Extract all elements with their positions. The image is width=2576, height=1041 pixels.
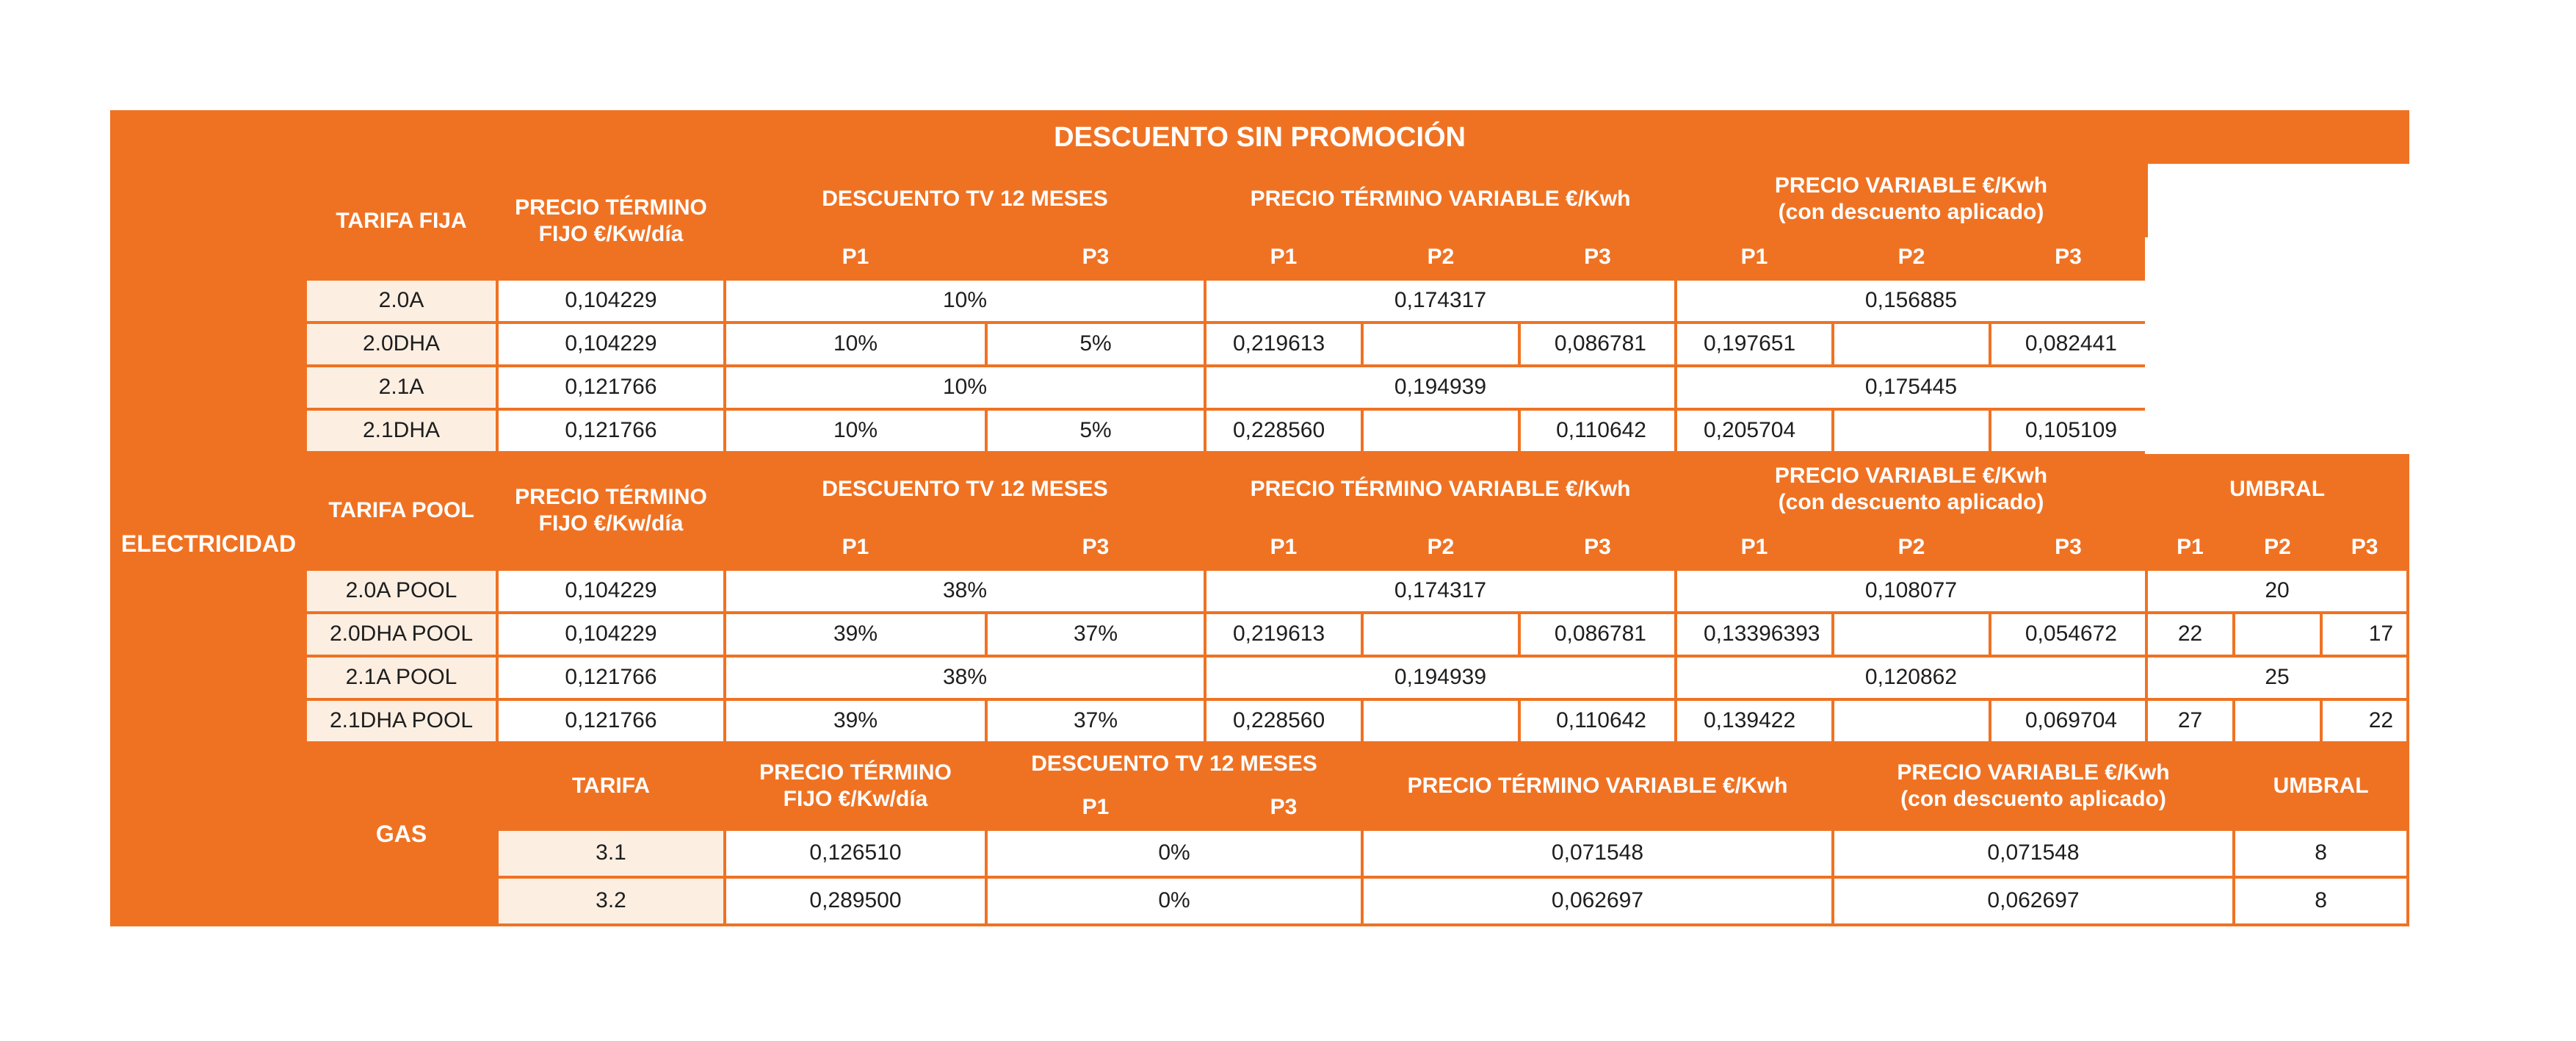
cell-variable: 0,174317: [1205, 279, 1676, 323]
cell-fijo: 0,121766: [497, 409, 725, 453]
cell-descuento: 38%: [725, 656, 1205, 699]
cell-desc-p1: 10%: [725, 409, 986, 453]
header-desc-p1: P1: [986, 786, 1205, 829]
header-pv-p3: P3: [1990, 526, 2146, 569]
header-umbral: UMBRAL: [2146, 453, 2408, 526]
cell-descuento: 10%: [725, 366, 1205, 409]
cell-precio-variable: 0,062697: [1833, 877, 2234, 925]
header-tarifa-fija: TARIFA FIJA: [305, 162, 497, 279]
header-umbral-p2: P2: [2234, 526, 2321, 569]
cell-pv-p3: 0,082441: [1990, 323, 2146, 366]
header-umbral-p1: P1: [2146, 526, 2234, 569]
header-var-p1: P1: [1205, 526, 1362, 569]
cell-desc-p1: 39%: [725, 699, 986, 743]
cell-var-p2: [1362, 409, 1519, 453]
header-desc-p1: P1: [725, 236, 986, 279]
header-desc-p1: P1: [725, 526, 986, 569]
cell-tarifa: 2.1DHA: [305, 409, 497, 453]
cell-fijo: 0,104229: [497, 279, 725, 323]
cell-variable: 0,174317: [1205, 569, 1676, 613]
header-desc-p3: P3: [1205, 786, 1362, 829]
cell-precio-variable: 0,175445: [1676, 366, 2146, 409]
cell-umbral-p2: [2234, 699, 2321, 743]
header-precio-variable-descuento: PRECIO VARIABLE €/Kwh (con descuento aplicado): [1833, 743, 2234, 829]
cell-descuento: 0%: [986, 877, 1362, 925]
table-row: [112, 699, 2408, 743]
cell-variable: 0,071548: [1362, 829, 1833, 877]
cell-umbral: 8: [2234, 829, 2408, 877]
header-precio-variable-descuento: PRECIO VARIABLE €/Kwh (con descuento aplicado): [1676, 453, 2146, 526]
cell-pv-p2: [1833, 613, 1990, 656]
cell-variable: 0,194939: [1205, 366, 1676, 409]
section-label-gas: GAS: [305, 743, 497, 925]
discount-tariff-table: [110, 110, 2409, 926]
table-row: [112, 366, 2408, 409]
cell-pv-p3: 0,069704: [1990, 699, 2146, 743]
cell-fijo: 0,104229: [497, 613, 725, 656]
section-label-electricidad: ELECTRICIDAD: [112, 162, 305, 925]
cell-tarifa: 3.1: [497, 829, 725, 877]
header-tarifa-pool: TARIFA POOL: [305, 453, 497, 569]
header-precio-variable: PRECIO TÉRMINO VARIABLE €/Kwh: [1205, 453, 1676, 526]
cell-tarifa: 2.1A: [305, 366, 497, 409]
cell-pv-p1: 0,13396393: [1676, 613, 1833, 656]
header-precio-variable-descuento: PRECIO VARIABLE €/Kwh (con descuento aplicado): [1676, 162, 2146, 236]
cell-tarifa: 3.2: [497, 877, 725, 925]
header-var-p2: P2: [1362, 236, 1519, 279]
cell-fijo: 0,121766: [497, 699, 725, 743]
table-row: [112, 409, 2408, 453]
cell-tarifa: 2.1DHA POOL: [305, 699, 497, 743]
cell-fijo: 0,289500: [725, 877, 986, 925]
cell-var-p2: [1362, 613, 1519, 656]
cell-fijo: 0,104229: [497, 323, 725, 366]
cell-var-p3: 0,086781: [1519, 613, 1676, 656]
cell-var-p1: 0,219613: [1205, 613, 1362, 656]
header-descuento: DESCUENTO TV 12 MESES: [725, 162, 1205, 236]
cell-pv-p1: 0,205704: [1676, 409, 1833, 453]
cell-var-p3: 0,110642: [1519, 699, 1676, 743]
cell-pv-p2: [1833, 323, 1990, 366]
cell-tarifa: 2.0A POOL: [305, 569, 497, 613]
cell-tarifa: 2.0DHA: [305, 323, 497, 366]
cell-umbral-p3: 22: [2321, 699, 2408, 743]
cell-umbral: 20: [2146, 569, 2408, 613]
header-var-p3: P3: [1519, 526, 1676, 569]
cell-umbral-p1: 22: [2146, 613, 2234, 656]
cell-precio-variable: 0,071548: [1833, 829, 2234, 877]
header-precio-variable: PRECIO TÉRMINO VARIABLE €/Kwh: [1362, 743, 1833, 829]
cell-desc-p3: 37%: [986, 699, 1205, 743]
table-row: [112, 323, 2408, 366]
cell-pv-p3: 0,054672: [1990, 613, 2146, 656]
header-var-p3: P3: [1519, 236, 1676, 279]
cell-descuento: 0%: [986, 829, 1362, 877]
cell-precio-variable: 0,108077: [1676, 569, 2146, 613]
cell-descuento: 38%: [725, 569, 1205, 613]
cell-umbral: 25: [2146, 656, 2408, 699]
cell-desc-p3: 5%: [986, 409, 1205, 453]
cell-var-p3: 0,086781: [1519, 323, 1676, 366]
cell-umbral-p3: 17: [2321, 613, 2408, 656]
cell-fijo: 0,121766: [497, 656, 725, 699]
cell-pv-p3: 0,105109: [1990, 409, 2146, 453]
cell-tarifa: 2.0A: [305, 279, 497, 323]
cell-var-p2: [1362, 699, 1519, 743]
cell-var-p1: 0,219613: [1205, 323, 1362, 366]
header-precio-variable: PRECIO TÉRMINO VARIABLE €/Kwh: [1205, 162, 1676, 236]
cell-pv-p1: 0,197651: [1676, 323, 1833, 366]
header-precio-fijo: PRECIO TÉRMINO FIJO €/Kw/día: [725, 743, 986, 829]
header-precio-fijo: PRECIO TÉRMINO FIJO €/Kw/día: [497, 162, 725, 279]
cell-fijo: 0,126510: [725, 829, 986, 877]
empty-area: [2146, 162, 2408, 453]
cell-pv-p2: [1833, 409, 1990, 453]
header-desc-p3: P3: [986, 236, 1205, 279]
cell-var-p3: 0,110642: [1519, 409, 1676, 453]
cell-umbral-p2: [2234, 613, 2321, 656]
table-row: [112, 656, 2408, 699]
table-row: [112, 569, 2408, 613]
header-pv-p2: P2: [1833, 526, 1990, 569]
table-row: [112, 279, 2408, 323]
cell-pv-p1: 0,139422: [1676, 699, 1833, 743]
cell-umbral: 8: [2234, 877, 2408, 925]
header-pv-p1: P1: [1676, 236, 1833, 279]
cell-desc-p1: 39%: [725, 613, 986, 656]
cell-fijo: 0,121766: [497, 366, 725, 409]
cell-tarifa: 2.1A POOL: [305, 656, 497, 699]
header-precio-fijo: PRECIO TÉRMINO FIJO €/Kw/día: [497, 453, 725, 569]
cell-tarifa: 2.0DHA POOL: [305, 613, 497, 656]
cell-var-p1: 0,228560: [1205, 699, 1362, 743]
cell-fijo: 0,104229: [497, 569, 725, 613]
header-var-p1: P1: [1205, 236, 1362, 279]
header-descuento: DESCUENTO TV 12 MESES: [725, 453, 1205, 526]
header-tarifa-gas: TARIFA: [497, 743, 725, 829]
cell-variable: 0,194939: [1205, 656, 1676, 699]
header-pv-p1: P1: [1676, 526, 1833, 569]
cell-var-p1: 0,228560: [1205, 409, 1362, 453]
header-descuento: DESCUENTO TV 12 MESES: [986, 743, 1362, 786]
cell-desc-p1: 10%: [725, 323, 986, 366]
cell-precio-variable: 0,156885: [1676, 279, 2146, 323]
cell-var-p2: [1362, 323, 1519, 366]
header-pv-p3: P3: [1990, 236, 2146, 279]
table-title: DESCUENTO SIN PROMOCIÓN: [112, 112, 2408, 162]
header-var-p2: P2: [1362, 526, 1519, 569]
cell-precio-variable: 0,120862: [1676, 656, 2146, 699]
header-umbral-p3: P3: [2321, 526, 2408, 569]
cell-variable: 0,062697: [1362, 877, 1833, 925]
cell-desc-p3: 37%: [986, 613, 1205, 656]
cell-pv-p2: [1833, 699, 1990, 743]
header-desc-p3: P3: [986, 526, 1205, 569]
table-row: [112, 613, 2408, 656]
cell-descuento: 10%: [725, 279, 1205, 323]
cell-umbral-p1: 27: [2146, 699, 2234, 743]
header-pv-p2: P2: [1833, 236, 1990, 279]
header-umbral: UMBRAL: [2234, 743, 2408, 829]
cell-desc-p3: 5%: [986, 323, 1205, 366]
